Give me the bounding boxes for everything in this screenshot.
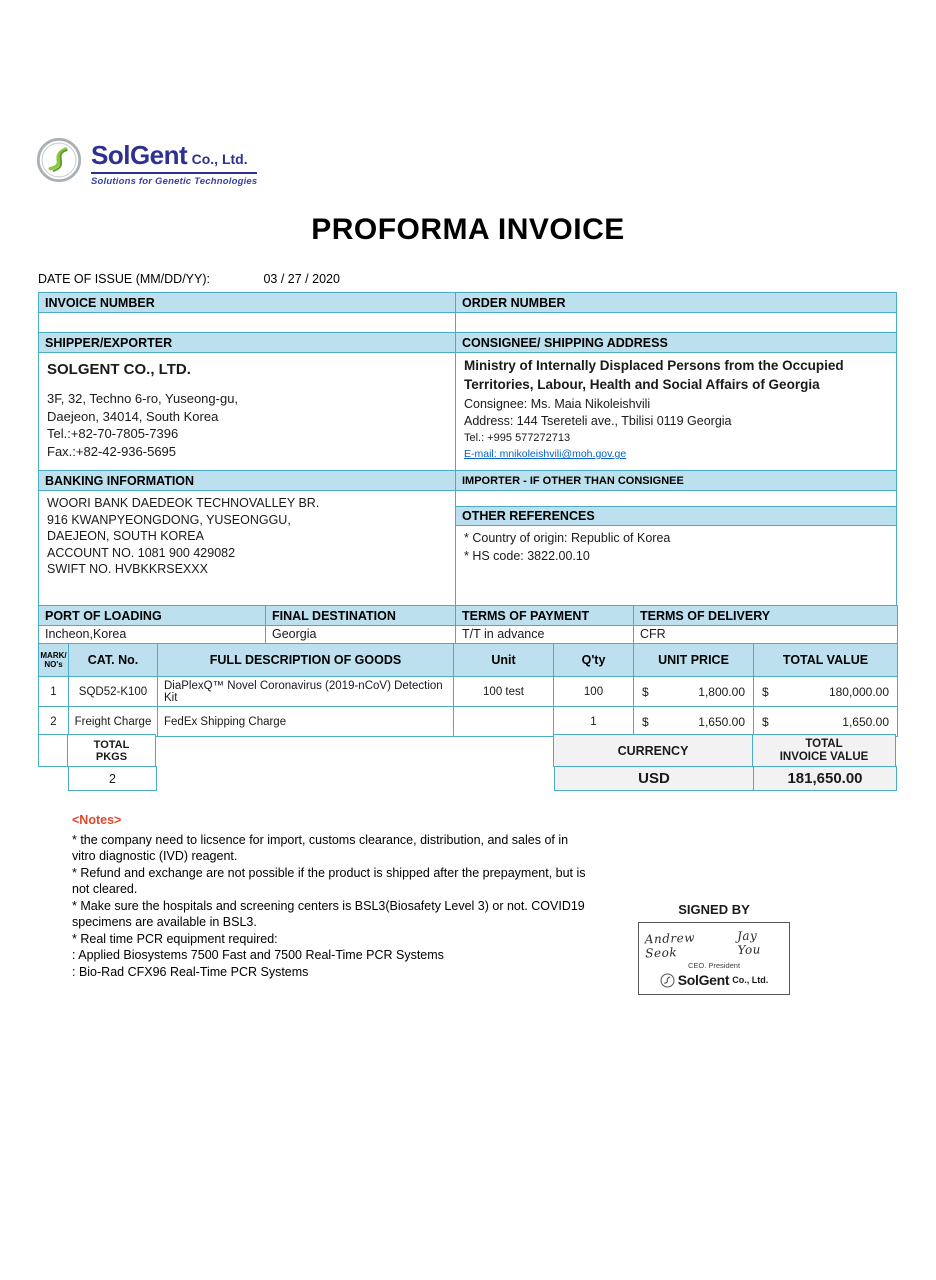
shipping-terms-table (38, 605, 898, 644)
logo-text (91, 136, 257, 187)
logo-tagline: Solutions for Genetic Technologies (91, 176, 258, 187)
consignee-header: CONSIGNEE/ SHIPPING ADDRESS (456, 333, 897, 353)
total-invoice-value: 181,650.00 (753, 766, 897, 791)
goods-header-row (39, 644, 898, 677)
note-line: * Refund and exchange are not possible if the product is shipped after the prepayment, but is not cleared. (72, 865, 586, 896)
col-header-description: FULL DESCRIPTION OF GOODS (158, 644, 454, 677)
col-header-cat-no: CAT. No. (69, 644, 158, 677)
terms-of-delivery-value: CFR (634, 626, 898, 644)
banking-details (39, 491, 456, 606)
totals-spacer (157, 766, 554, 791)
hs-code: * HS code: 3822.00.10 (464, 549, 590, 563)
importer-value (456, 491, 897, 507)
shipper-address-line: Daejeon, 34014, South Korea (47, 408, 219, 424)
order-number-value (456, 313, 897, 333)
date-of-issue-value: 03 / 27 / 2020 (263, 272, 340, 286)
banking-header: BANKING INFORMATION (39, 471, 456, 491)
date-of-issue-row (38, 272, 340, 286)
right-info-column (455, 292, 897, 606)
signed-by-label: SIGNED BY (678, 902, 750, 917)
handwritten-signature: Andrew Seok Jay You (644, 928, 762, 961)
consignee-contact: Consignee: Ms. Maia Nikoleishvili (464, 397, 651, 411)
note-line: * the company need to licsence for import, customs clearance, distribution, and sales of in vitro diagnostic (IVD) reagent. (72, 832, 569, 863)
invoice-number-header: INVOICE NUMBER (39, 293, 456, 313)
terms-of-payment-value: T/T in advance (456, 626, 634, 644)
row1-cat-no: SQD52-K100 (69, 677, 158, 707)
table-row (39, 707, 898, 737)
total-invoice-value-label: TOTAL INVOICE VALUE (752, 734, 896, 767)
row1-total-value: $ 180,000.00 (754, 677, 898, 707)
row1-qty: 100 (554, 677, 634, 707)
col-header-total-value: TOTAL VALUE (754, 644, 898, 677)
note-line: : Applied Biosystems 7500 Fast and 7500 Real-Time PCR Systems (72, 948, 444, 962)
signature-section (638, 902, 790, 995)
country-of-origin: * Country of origin: Republic of Korea (464, 531, 671, 545)
port-of-loading-header: PORT OF LOADING (39, 606, 266, 626)
goods-table (38, 643, 898, 737)
row2-description: FedEx Shipping Charge (158, 707, 454, 737)
signatory-role: CEO. President (687, 961, 741, 970)
shipper-fax: Fax.:+82-42-936-5695 (47, 443, 177, 459)
date-of-issue-label: DATE OF ISSUE (MM/DD/YY): (38, 272, 210, 286)
signature-company-logo: SolGent Co., Ltd. (660, 972, 769, 988)
notes-section (72, 812, 587, 980)
currency-label: CURRENCY (553, 734, 753, 767)
row2-unit-price: $ 1,650.00 (634, 707, 754, 737)
page-title: PROFORMA INVOICE (311, 213, 625, 246)
left-info-column (38, 292, 456, 606)
bank-swift-number: SWIFT NO. HVBKKRSEXXX (47, 562, 208, 576)
consignee-address: Address: 144 Tsereteli ave., Tbilisi 0119 Georgia (464, 414, 732, 428)
row2-cat-no: Freight Charge (69, 707, 158, 737)
notes-title: <Notes> (72, 813, 122, 827)
row2-qty: 1 (554, 707, 634, 737)
bank-account-number: ACCOUNT NO. 1081 900 429082 (47, 545, 236, 560)
signature-box (638, 922, 790, 995)
port-of-loading-value: Incheon,Korea (39, 626, 266, 644)
note-line: * Real time PCR equipment required: (72, 931, 278, 946)
row2-mark: 2 (39, 707, 69, 737)
final-destination-value: Georgia (266, 626, 456, 644)
totals-empty-cell (38, 734, 68, 767)
col-header-mark: MARK/ NO's (39, 644, 69, 677)
note-line: : Bio-Rad CFX96 Real-Time PCR Systems (72, 964, 309, 979)
other-references-details (456, 526, 897, 606)
bank-line: WOORI BANK DAEDEOK TECHNOVALLEY BR. (47, 496, 320, 510)
totals-spacer (156, 734, 553, 767)
row1-description: DiaPlexQ™ Novel Coronavirus (2019-nCoV) Detection Kit (158, 677, 454, 707)
shipper-tel: Tel.:+82-70-7805-7396 (47, 426, 179, 441)
note-line: * Make sure the hospitals and screening centers is BSL3(Biosafety Level 3) or not. COVID19 specimens are available in BSL3. (72, 898, 585, 929)
total-pkgs-label: TOTAL PKGS (67, 734, 156, 767)
shipper-details (39, 353, 456, 471)
importer-header: IMPORTER - IF OTHER THAN CONSIGNEE (456, 471, 897, 491)
row1-unit-price: $ 1,800.00 (634, 677, 754, 707)
invoice-number-value (39, 313, 456, 333)
order-number-header: ORDER NUMBER (456, 293, 897, 313)
col-header-unit-price: UNIT PRICE (634, 644, 754, 677)
consignee-name: Ministry of Internally Displaced Persons from the Occupied Territories, Labour, Health and Social Affairs of Georgia (464, 358, 844, 392)
total-pkgs-value: 2 (68, 766, 157, 791)
shipper-name: SOLGENT CO., LTD. (47, 361, 191, 378)
shipper-header: SHIPPER/EXPORTER (39, 333, 456, 353)
bank-line: DAEJEON, SOUTH KOREA (47, 529, 204, 543)
shipper-address-line: 3F, 32, Techno 6-ro, Yuseong-gu, (47, 391, 239, 406)
totals-spacer (38, 766, 68, 791)
consignee-details (456, 353, 897, 471)
currency-value: USD (554, 766, 754, 791)
col-header-unit: Unit (454, 644, 554, 677)
row1-unit: 100 test (454, 677, 554, 707)
info-grid (38, 292, 897, 606)
table-row (39, 677, 898, 707)
bank-line: 916 KWANPYEONGDONG, YUSEONGGU, (47, 512, 291, 527)
totals-value-row (38, 766, 897, 791)
totals-section (38, 734, 897, 791)
consignee-email-link[interactable]: E-mail: mnikoleishvili@moh.gov.ge (464, 448, 627, 460)
row2-unit (454, 707, 554, 737)
row1-mark: 1 (39, 677, 69, 707)
terms-of-payment-header: TERMS OF PAYMENT (456, 606, 634, 626)
other-references-header: OTHER REFERENCES (456, 507, 897, 526)
terms-of-delivery-header: TERMS OF DELIVERY (634, 606, 898, 626)
row2-total-value: $ 1,650.00 (754, 707, 898, 737)
consignee-tel: Tel.: +995 577272713 (464, 432, 571, 444)
totals-label-row (38, 734, 897, 767)
logo-company-name: SolGent Co., Ltd. (91, 140, 257, 174)
solgent-leaf-icon (660, 973, 675, 988)
company-logo (35, 136, 257, 187)
final-destination-header: FINAL DESTINATION (266, 606, 456, 626)
col-header-qty: Q'ty (554, 644, 634, 677)
solgent-leaf-icon (35, 136, 83, 184)
